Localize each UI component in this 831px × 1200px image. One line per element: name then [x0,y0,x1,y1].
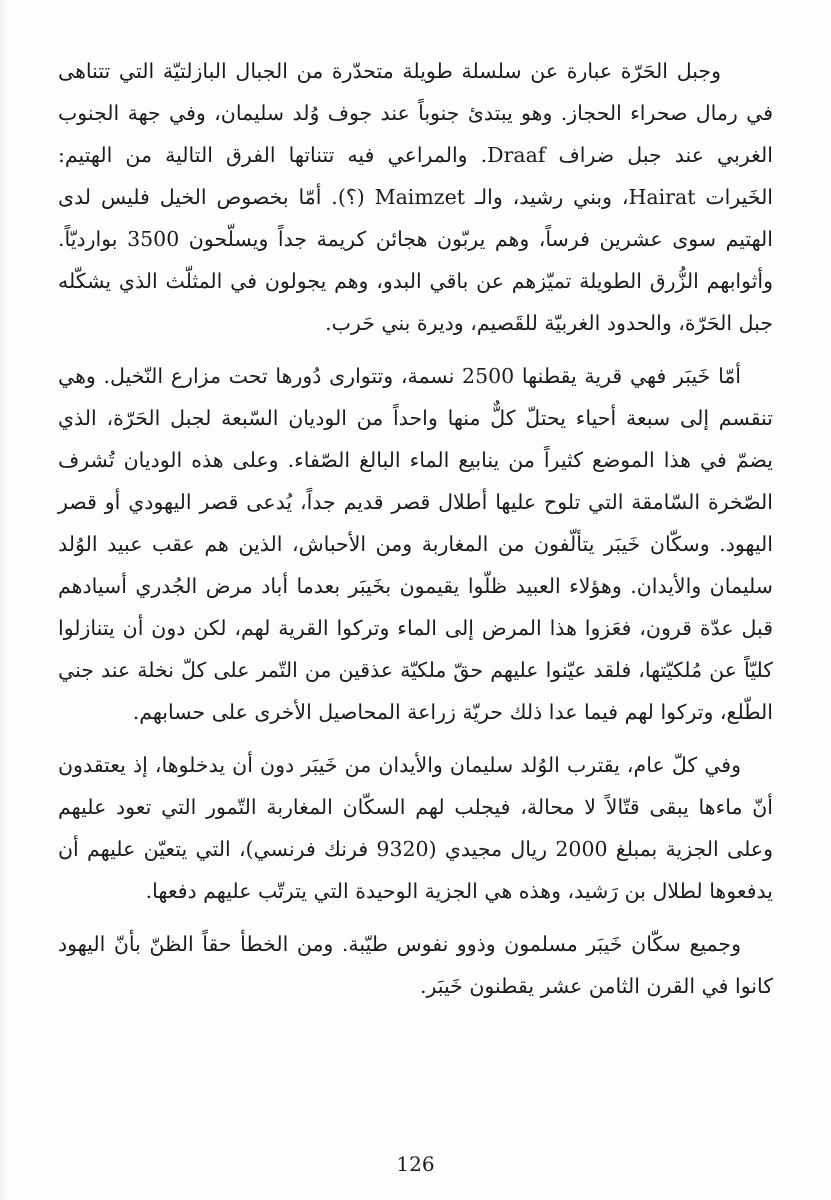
body-text [58,50,773,1018]
paragraph-khaybar-village: أمّا خَيبَر فهي قرية يقطنها 2500 نسمة، وتتوارى دُورها تحت مزارع النّخيل. وهي تنقسم إلى سبعة أحياء يحتلّ كلٌّ منها واحداً من الوديان السّبعة لجبل الحَرّة، الذي يضمّ في هذا الموضع كثيراً من ينابيع الماء البالغ الصّفاء. وعلى هذه الوديان تُشرف الصّخرة السّامقة التي تلوح عليها أطلال قصر قديم جداً، يُدعى قصر اليهودي أو قصر اليهود. وسكّان خَيبَر يتألّفون من المغاربة ومن الأحباش، الذين هم عقب عبيد الوُلد سليمان والأيدان. وهؤلاء العبيد ظلّوا يقيمون بخَيبَر بعدما أباد مرض الجُدري أسيادهم قبل عدّة قرون، فعَزوا هذا المرض إلى الماء وتركوا القرية لهم، لكن دون أن يتنازلوا كليّاً عن مُلكيّتها، فلقد عيّنوا عليهم حقّ ملكيّة عذقين من التّمر على كلّ نخلة عند جني الطّلع، وتركوا لهم فيما عدا ذلك حريّة زراعة المحاصيل الأخرى على حسابهم. [58,364,773,724]
page-number: 126 [396,1152,435,1176]
page-edge-shadow [0,0,8,1200]
paragraph-khaybar-population: وجميع سكّان خَيبَر مسلمون وذوو نفوس طيّبة. ومن الخطأ حقاً الظنّ بأنّ اليهود كانوا في القرن الثامن عشر يقطنون خَيبَر. [58,932,773,998]
paragraph-annual-tribute: وفي كلّ عام، يقترب الوُلد سليمان والأيدان من خَيبَر دون أن يدخلوها، إذ يعتقدون أنّ ماءها يبقى قتّالاً لا محالة، فيجلب لهم السكّان المغاربة التّمور التي تعود عليهم وعلى الجزية بمبلغ 2000 ريال مجيدي (9320 فرنك فرنسي)، التي يتعيّن عليهم أن يدفعوها لطلال بن رَشيد، وهذه هي الجزية الوحيدة التي يترتّب عليهم دفعها. [58,753,773,903]
paragraph-harra-mountain: وجبل الحَرّة عبارة عن سلسلة طويلة متحدّرة من الجبال البازلتيّة التي تتناهى في رمال صحراء الحجاز. وهو يبتدئ جنوباً عند جوف وُلد سليمان، وفي جهة الجنوب الغربي عند جبل ضراف Draaf. والمراعي فيه تتناتها الفرق التالية من الهتيم: الخَيرات Hairat، وبني رشيد، والـ Maimzet (؟). أمّا بخصوص الخيل فليس لدى الهتيم سوى عشرين فرساً، وهم يربّون هجائن كريمة جداً ويسلّحون 3500 بوارديّاً. وأثوابهم الزُّرق الطويلة تميّزهم عن باقي البدو، وهم يجولون في المثلّث الذي يشكّله جبل الحَرّة، والحدود الغربيّة للقَصيم، وديرة بني حَرب. [58,59,774,335]
